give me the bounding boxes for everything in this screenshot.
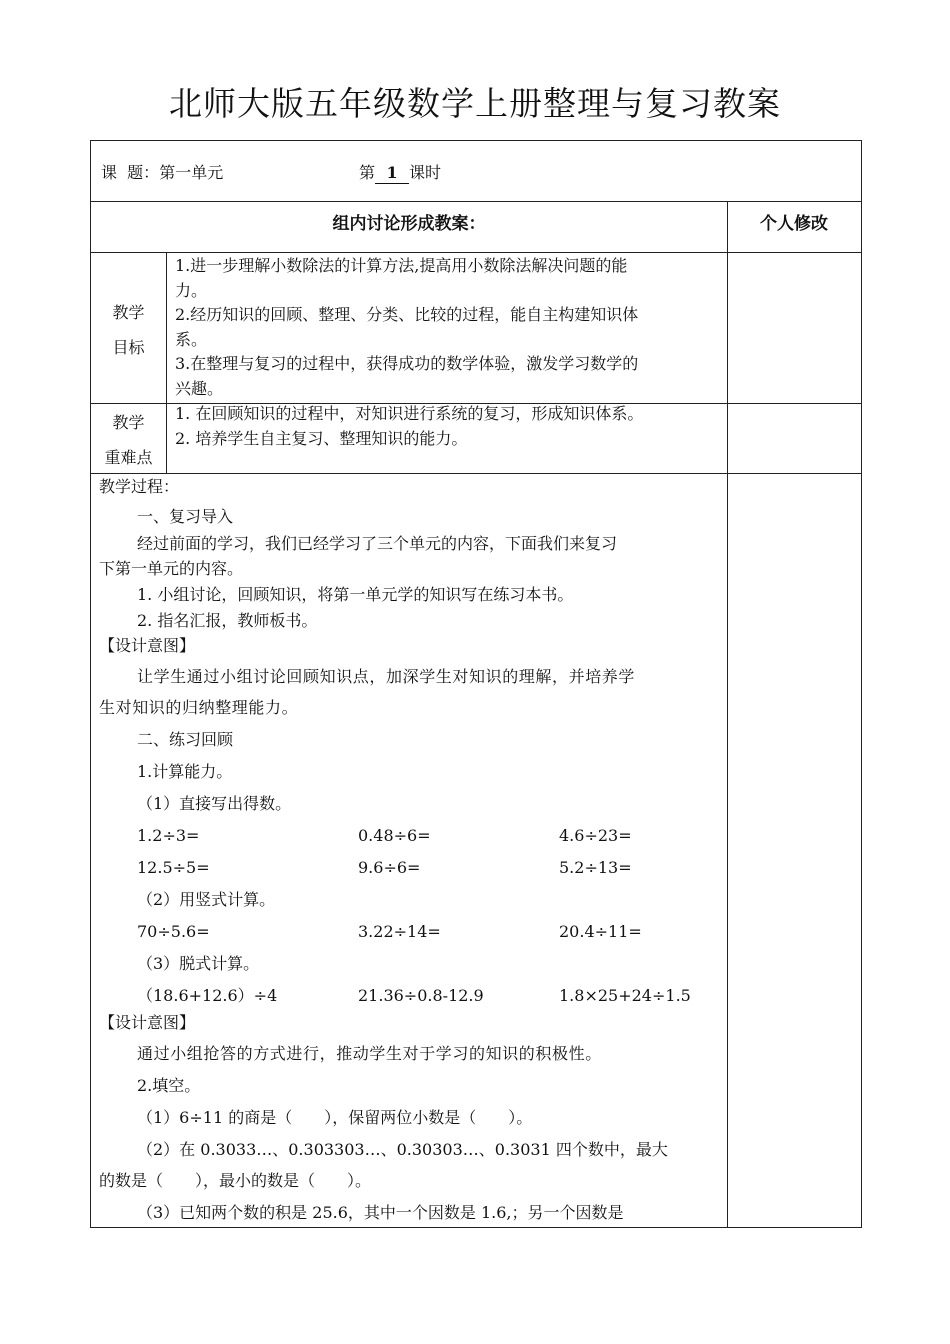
fill-blank-item: （1）6÷11 的商是（ ），保留两位小数是（ ）。 xyxy=(137,1108,533,1127)
lesson-number: 1 xyxy=(375,163,409,184)
personal-column-header: 个人修改 xyxy=(760,214,828,234)
fill-blank-item: 的数是（ ），最小的数是（ ）。 xyxy=(99,1171,372,1190)
exercise-item: 1.2÷3= xyxy=(137,826,200,845)
lesson-suffix: 课时 xyxy=(409,163,442,182)
paragraph-line: 经过前面的学习，我们已经学习了三个单元的内容，下面我们来复习 xyxy=(137,534,618,553)
process-heading: 教学过程： xyxy=(99,477,180,496)
label-column-divider xyxy=(166,252,167,473)
topic-row xyxy=(101,163,223,183)
paragraph-line: 让学生通过小组讨论回顾知识点，加深学生对知识的理解，并培养学 xyxy=(137,667,636,686)
goals-label-1: 教学 xyxy=(112,303,145,322)
paragraph-line: 生对知识的归纳整理能力。 xyxy=(99,698,299,717)
exercise-item: 12.5÷5= xyxy=(137,858,210,877)
step-line: 2. 指名汇报，教师板书。 xyxy=(137,611,318,630)
exercise-heading: （1）直接写出得数。 xyxy=(137,794,292,813)
section-heading: 二、练习回顾 xyxy=(137,730,234,749)
design-intent-heading: 【设计意图】 xyxy=(99,1013,196,1032)
keypoints-label-1: 教学 xyxy=(112,413,145,432)
goal-line: 系。 xyxy=(175,330,208,349)
row-divider xyxy=(91,473,861,474)
exercise-item: 4.6÷23= xyxy=(559,826,632,845)
goals-label-2: 目标 xyxy=(112,338,145,357)
group-column-header: 组内讨论形成教案： xyxy=(332,214,486,234)
keypoint-line: 2. 培养学生自主复习、整理知识的能力。 xyxy=(175,429,468,448)
row-divider xyxy=(91,201,861,202)
column-divider xyxy=(727,201,728,1227)
subsection-heading: 1.计算能力。 xyxy=(137,762,233,781)
topic-value: 第一单元 xyxy=(159,163,224,182)
row-divider xyxy=(91,252,861,253)
subsection-heading: 2.填空。 xyxy=(137,1076,201,1095)
lesson-plan-table xyxy=(90,140,862,1228)
fill-blank-item: （2）在 0.3033…、0.303303…、0.30303…、0.3031 四个数中，最大 xyxy=(137,1140,668,1159)
paragraph-line: 下第一单元的内容。 xyxy=(99,559,244,578)
section-heading: 一、复习导入 xyxy=(137,507,234,526)
exercise-item: 1.8×25+24÷1.5 xyxy=(559,986,691,1005)
exercise-heading: （3）脱式计算。 xyxy=(137,954,260,973)
exercise-item: 20.4÷11= xyxy=(559,922,642,941)
exercise-item: （18.6+12.6）÷4 xyxy=(137,986,278,1005)
keypoints-label-2: 重难点 xyxy=(104,448,153,467)
goal-line: 兴趣。 xyxy=(175,379,224,398)
exercise-heading: （2）用竖式计算。 xyxy=(137,890,276,909)
step-line: 1. 小组讨论，回顾知识，将第一单元学的知识写在练习本书。 xyxy=(137,585,574,604)
document-title: 北师大版五年级数学上册整理与复习教案 xyxy=(169,84,781,123)
exercise-item: 3.22÷14= xyxy=(358,922,441,941)
goal-line: 3.在整理与复习的过程中，获得成功的数学体验，激发学习数学的 xyxy=(175,354,639,373)
exercise-item: 70÷5.6= xyxy=(137,922,210,941)
exercise-item: 0.48÷6= xyxy=(358,826,431,845)
exercise-item: 21.36÷0.8-12.9 xyxy=(358,986,484,1005)
lesson-row xyxy=(359,163,441,184)
fill-blank-item: （3）已知两个数的积是 25.6，其中一个因数是 1.6,；另一个因数是 xyxy=(137,1203,624,1222)
topic-label: 课 题： xyxy=(101,163,160,182)
keypoint-line: 1. 在回顾知识的过程中，对知识进行系统的复习，形成知识体系。 xyxy=(175,404,644,423)
design-intent-heading: 【设计意图】 xyxy=(99,636,196,655)
goal-line: 力。 xyxy=(175,281,208,300)
goal-line: 1.进一步理解小数除法的计算方法,提高用小数除法解决问题的能 xyxy=(175,256,628,275)
lesson-prefix: 第 xyxy=(359,163,376,182)
paragraph-line: 通过小组抢答的方式进行，推动学生对于学习的知识的积极性。 xyxy=(137,1044,602,1063)
exercise-item: 5.2÷13= xyxy=(559,858,632,877)
exercise-item: 9.6÷6= xyxy=(358,858,421,877)
goal-line: 2.经历知识的回顾、整理、分类、比较的过程，能自主构建知识体 xyxy=(175,305,639,324)
